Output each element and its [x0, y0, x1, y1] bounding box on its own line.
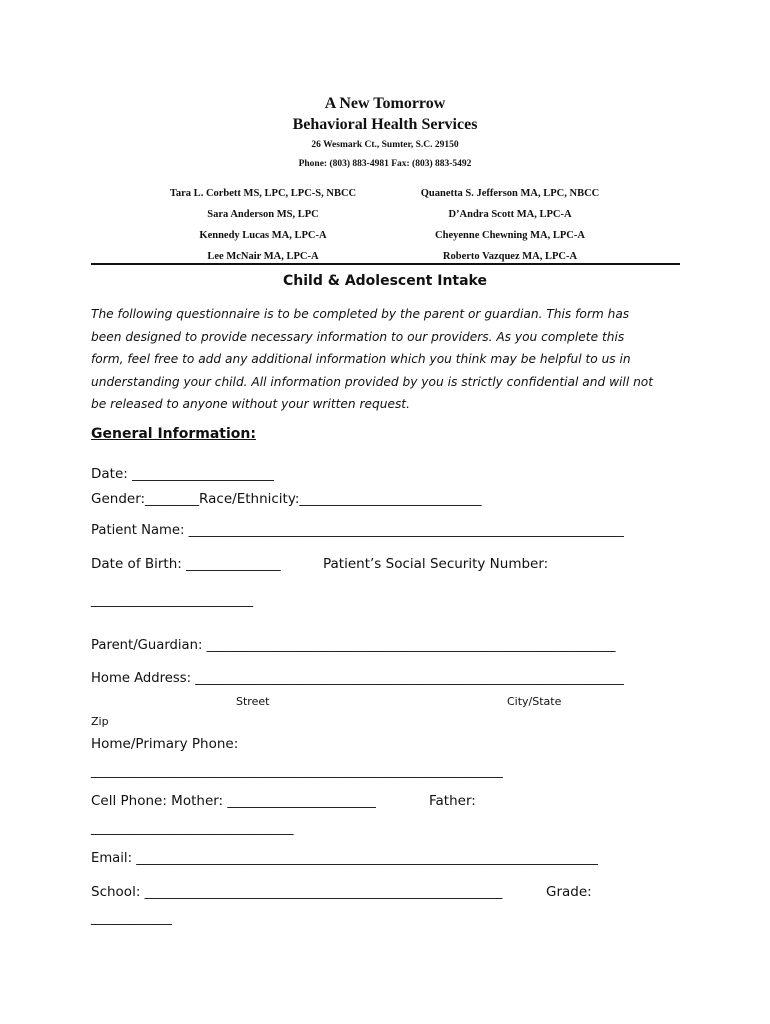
father-label: Father:	[429, 793, 476, 809]
ssn-field[interactable]: ________________________	[91, 592, 253, 608]
home-phone-field[interactable]: _____________________________________________________________	[91, 763, 503, 779]
staff-name: Lee McNair MA, LPC-A	[207, 251, 319, 262]
intro-line: be released to anyone without your written request.	[91, 397, 410, 411]
intro-line: understanding your child. All information provided by you is strictly confidential and will not	[91, 374, 654, 389]
staff-name: D’Andra Scott MA, LPC-A	[448, 209, 572, 220]
parent-guardian-field[interactable]: Parent/Guardian: ______________________________________________________________	[91, 638, 616, 653]
cell-phone-mother-field[interactable]: Cell Phone: Mother: ______________________	[91, 793, 376, 809]
intro-line: been designed to provide necessary information to our providers. As you complete this	[91, 329, 625, 344]
street-label: Street	[236, 695, 270, 708]
intro-line: form, feel free to add any additional information which you think may be helpful to us in	[91, 352, 631, 366]
org-phone-fax: Phone: (803) 883-4981 Fax: (803) 883-5492	[298, 159, 472, 169]
staff-name: Sara Anderson MS, LPC	[207, 209, 319, 220]
intro-line: The following questionnaire is to be completed by the parent or guardian. This form has	[91, 307, 630, 321]
form-title: Child & Adolescent Intake	[283, 273, 487, 289]
school-field[interactable]: School: _____________________________________________________	[91, 884, 503, 900]
email-field[interactable]: Email: ______________________________________________________________________	[91, 851, 598, 866]
city-state-label: City/State	[507, 695, 562, 708]
org-name: A New Tomorrow	[324, 95, 446, 112]
zip-label: Zip	[91, 715, 109, 728]
father-phone-field[interactable]: ______________________________	[91, 820, 294, 836]
dob-field[interactable]: Date of Birth: ______________	[91, 556, 281, 572]
staff-name: Quanetta S. Jefferson MA, LPC, NBCC	[420, 188, 600, 199]
org-address: 26 Wesmark Ct., Sumter, S.C. 29150	[311, 140, 459, 150]
home-phone-label: Home/Primary Phone:	[91, 736, 239, 752]
gender-race-field[interactable]: Gender:________Race/Ethnicity:___________________________	[91, 491, 482, 507]
intro-paragraph	[91, 303, 691, 416]
staff-name: Roberto Vazquez MA, LPC-A	[442, 251, 578, 262]
grade-field[interactable]: ____________	[91, 910, 172, 926]
home-address-field[interactable]: Home Address: _________________________________________________________________	[91, 671, 624, 686]
header-divider	[91, 263, 680, 265]
org-subtitle: Behavioral Health Services	[292, 116, 478, 133]
patient-name-field[interactable]: Patient Name: __________________________________________________________________	[91, 523, 624, 538]
staff-name: Kennedy Lucas MA, LPC-A	[199, 230, 327, 241]
staff-name: Tara L. Corbett MS, LPC, LPC-S, NBCC	[169, 188, 357, 199]
date-field[interactable]: Date: _____________________	[91, 466, 274, 482]
ssn-label: Patient’s Social Security Number:	[323, 556, 549, 572]
section-title-general-info: General Information:	[91, 426, 256, 442]
grade-label: Grade:	[546, 884, 592, 900]
staff-name: Cheyenne Chewning MA, LPC-A	[435, 230, 585, 241]
